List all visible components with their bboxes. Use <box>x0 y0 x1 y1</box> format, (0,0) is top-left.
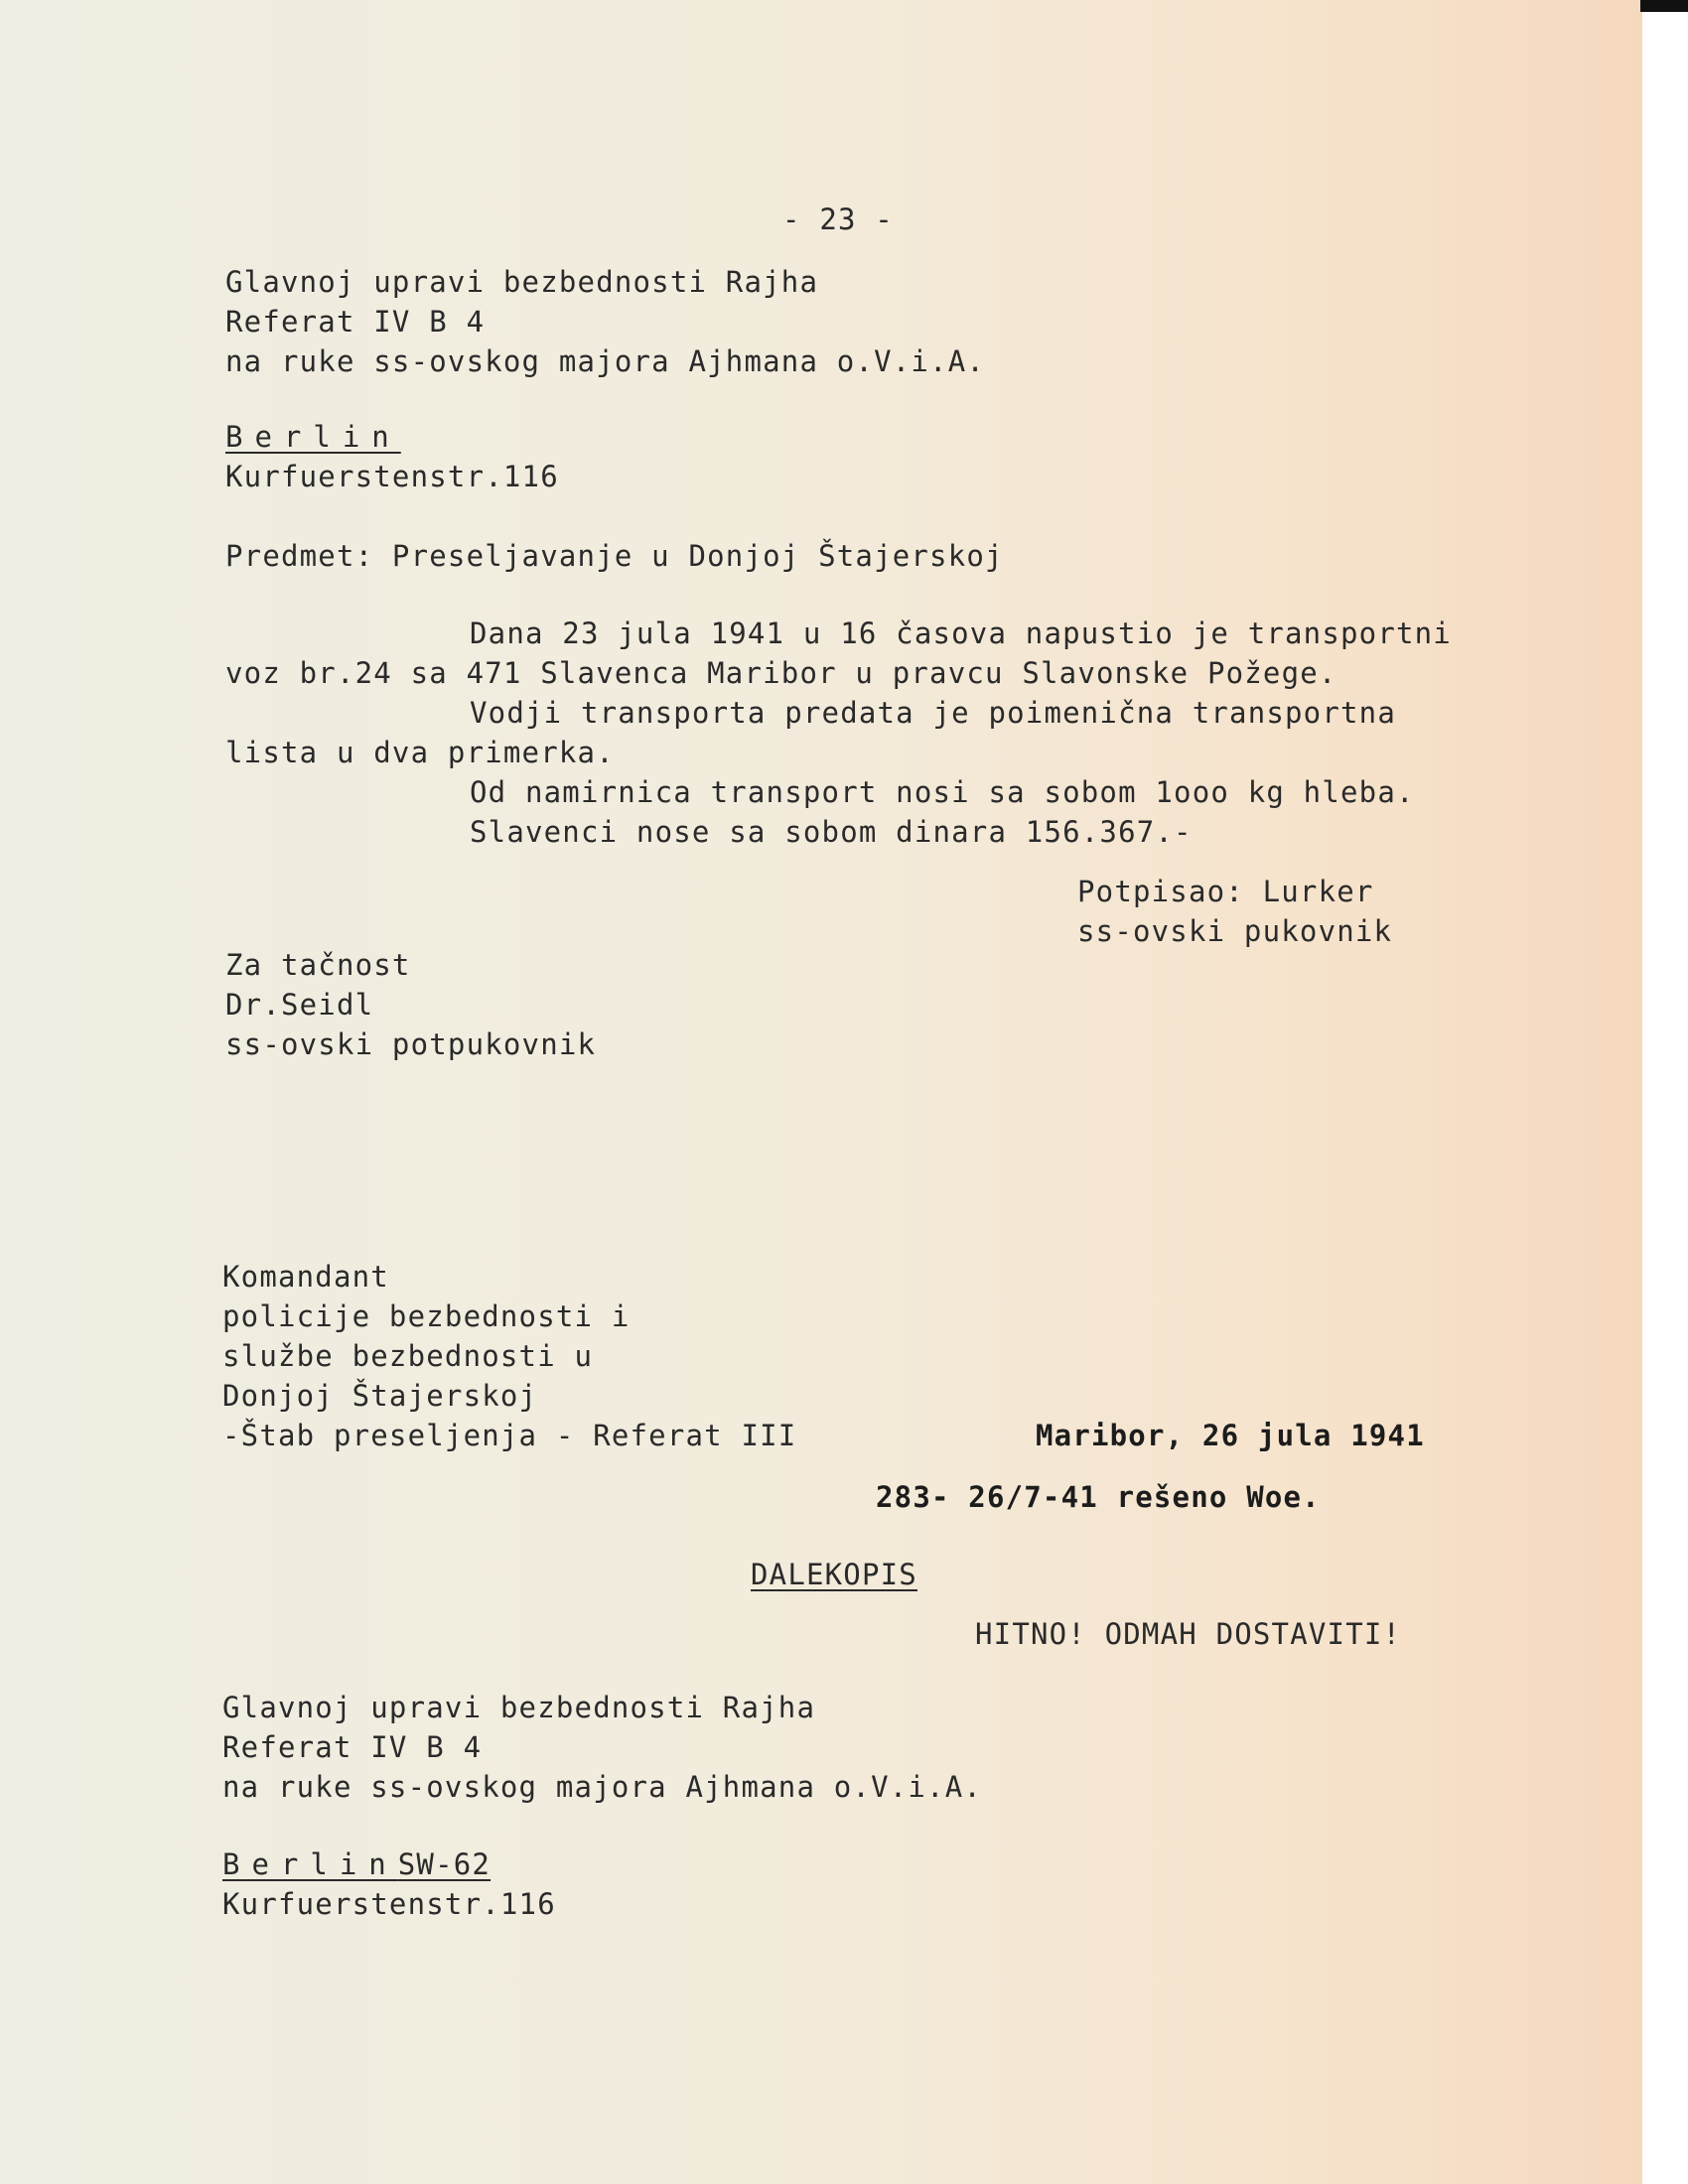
addressee2-line-2: Referat IV B 4 <box>222 1730 483 1764</box>
addressee-line-1: Glavnoj upravi bezbednosti Rajha <box>225 265 819 299</box>
page-number: - 23 - <box>782 203 894 236</box>
addressee-line-2: Referat IV B 4 <box>225 305 486 339</box>
certification-line-3: ss-ovski potpukovnik <box>225 1027 597 1061</box>
urgent-note: HITNO! ODMAH DOSTAVITI! <box>975 1617 1402 1651</box>
sender-line-2: policije bezbednosti i <box>222 1299 631 1333</box>
binder-mark <box>1640 0 1688 12</box>
sender-line-3: službe bezbednosti u <box>222 1339 594 1373</box>
body-line-1: Dana 23 jula 1941 u 16 časova napustio je transportni <box>470 616 1452 650</box>
signature-line-2: ss-ovski pukovnik <box>1077 914 1393 948</box>
street-address-2: Kurfuerstenstr.116 <box>222 1887 556 1921</box>
body-line-6: Slavenci nose sa sobom dinara 156.367.- <box>470 815 1193 849</box>
city-berlin-2 <box>222 1844 491 1884</box>
city-berlin: Berlin <box>225 420 401 454</box>
place-date: Maribor, 26 jula 1941 <box>1036 1419 1425 1452</box>
page-edge <box>1642 0 1688 2184</box>
body-line-5: Od namirnica transport nosi sa sobom 1ooo kg hleba. <box>470 775 1415 809</box>
sender-line-4: Donjoj Štajerskoj <box>222 1379 538 1413</box>
document-type: DALEKOPIS <box>751 1558 917 1591</box>
street-address: Kurfuerstenstr.116 <box>225 460 559 493</box>
sender-line-1: Komandant <box>222 1260 389 1294</box>
file-note: 283- 26/7-41 rešeno Woe. <box>876 1480 1321 1514</box>
postal-district: SW-62 <box>397 1847 492 1881</box>
body-line-3: Vodji transporta predata je poimenična transportna <box>470 696 1396 730</box>
addressee-line-3: na ruke ss-ovskog majora Ajhmana o.V.i.A. <box>225 344 986 378</box>
body-line-4: lista u dva primerka. <box>225 736 615 769</box>
body-line-2: voz br.24 sa 471 Slavenca Maribor u pravcu Slavonske Požege. <box>225 656 1337 690</box>
sender-line-5: -Štab preseljenja - Referat III <box>222 1419 797 1452</box>
signature-line-1: Potpisao: Lurker <box>1077 875 1374 908</box>
subject-line: Predmet: Preseljavanje u Donjoj Štajerskoj <box>225 539 1004 573</box>
addressee2-line-3: na ruke ss-ovskog majora Ajhmana o.V.i.A. <box>222 1770 983 1804</box>
certification-line-2: Dr.Seidl <box>225 988 374 1022</box>
addressee2-line-1: Glavnoj upravi bezbednosti Rajha <box>222 1691 816 1724</box>
certification-line-1: Za tačnost <box>225 948 411 982</box>
city-name: Berlin <box>222 1847 398 1881</box>
